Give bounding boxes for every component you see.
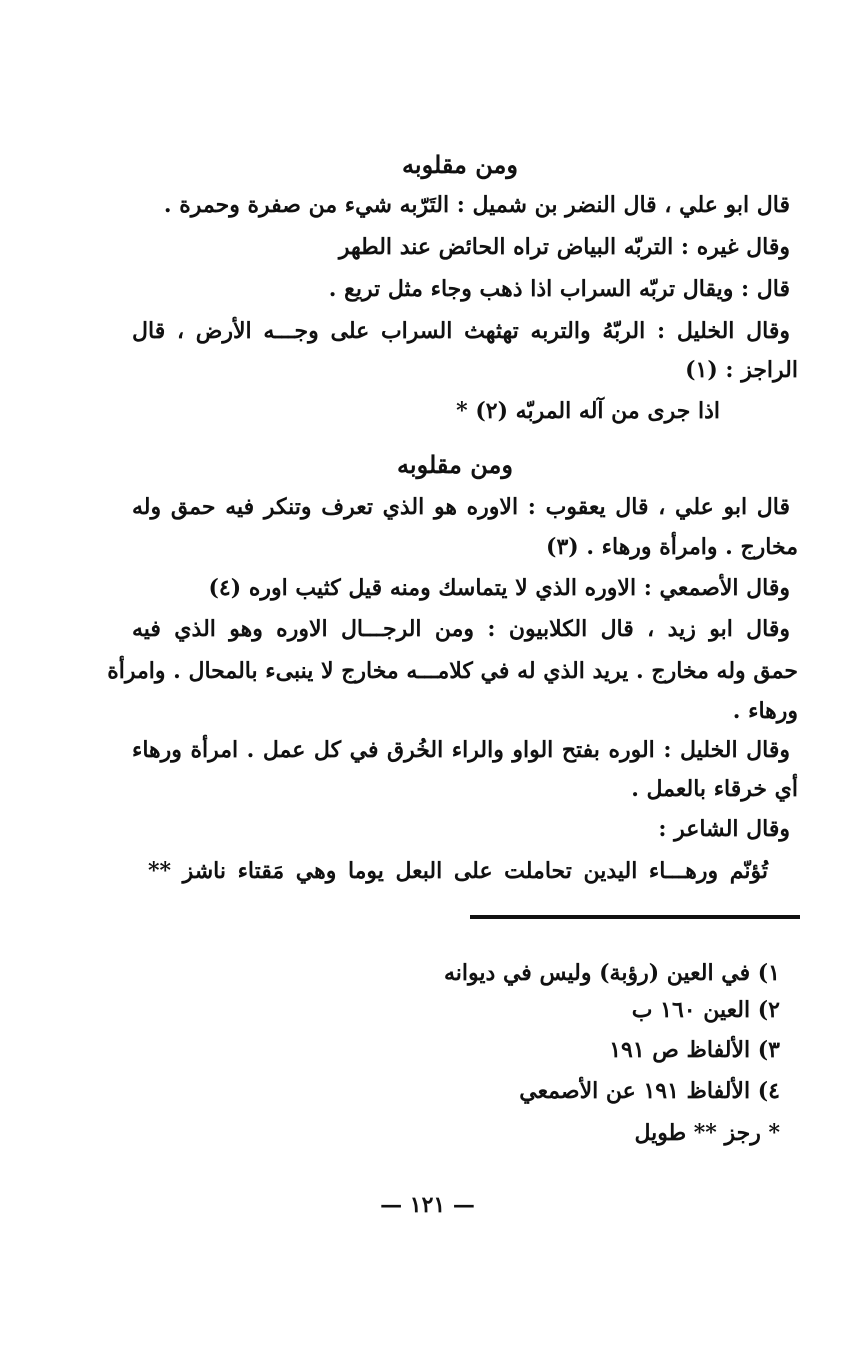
meter-note: * رجز ** طويل — [634, 1120, 780, 1146]
text-line: وقال ابو زيد ، قال الكلابيون : ومن الرجـــال الاوره وهو الذي فيه — [132, 616, 790, 642]
text-line: قال ابو علي ، قال يعقوب : الاوره هو الذي تعرف وتنكر فيه حمق وله — [132, 494, 790, 520]
footnote: ٢) العين ١٦٠ ب — [631, 997, 780, 1023]
text-line: حمق وله مخارج . يريد الذي له في كلامـــه مخارج لا ينبىء بالمحال . وامرأة — [107, 658, 798, 684]
text-line: وقال غيره : التربّه البياض تراه الحائض عند الطهر — [338, 234, 790, 260]
text-line: قال ابو علي ، قال النضر بن شميل : التَرّبه شيء من صفرة وحمرة . — [163, 192, 790, 218]
verse-line: اذا جرى من آله المربّه (٢) * — [456, 398, 720, 424]
text-line: وقال الشاعر : — [658, 816, 790, 842]
text-line: مخارج . وامرأة ورهاء . (٣) — [546, 534, 798, 560]
text-line: وقال الأصمعي : الاوره الذي لا يتماسك ومنه قيل كثيب اوره (٤) — [208, 575, 790, 601]
footnote-separator — [470, 915, 800, 919]
verse-line: تُؤنّم ورهـــاء اليدين تحاملت على البعل يوما وهي مَقتاء ناشز ** — [148, 858, 768, 884]
footnote: ٣) الألفاظ ص ١٩١ — [609, 1037, 780, 1063]
footnote: ١) في العين (رؤبة) وليس في ديوانه — [443, 960, 780, 986]
section-heading-2: ومن مقلوبه — [397, 450, 513, 479]
footnote: ٤) الألفاظ ١٩١ عن الأصمعي — [519, 1078, 780, 1104]
page-number: — ١٢١ — — [380, 1192, 475, 1218]
text-line: الراجز : (١) — [685, 357, 798, 383]
text-line: أي خرقاء بالعمل . — [631, 776, 798, 802]
text-line: قال : ويقال تربّه السراب اذا ذهب وجاء مثل تريع . — [328, 276, 790, 302]
text-line: ورهاء . — [732, 698, 798, 724]
text-line: وقال الخليل : الوره بفتح الواو والراء الخُرق في كل عمل . امرأة ورهاء — [132, 737, 790, 763]
text-line: وقال الخليل : الربّهُ والتربه تهثهث السراب على وجـــه الأرض ، قال — [132, 318, 790, 344]
section-heading-1: ومن مقلوبه — [402, 150, 518, 179]
